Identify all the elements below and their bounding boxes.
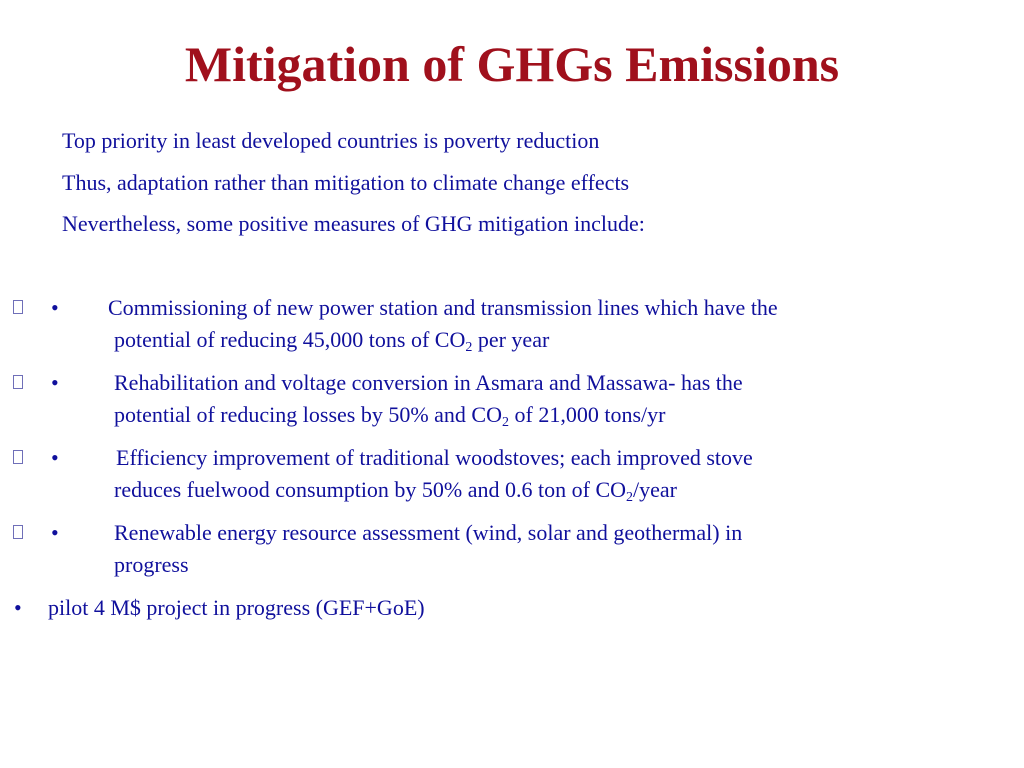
bullet-line-1: Rehabilitation and voltage conversion in Asmara and Massawa- has the [114,370,743,395]
bullet-line-2 [114,324,980,356]
bullet-line-1: Renewable energy resource assessment (wind, solar and geothermal) in [114,520,743,545]
intro-line-3: Nevertheless, some positive measures of GHG mitigation include: [62,211,645,236]
bullet-text [116,442,980,474]
bullet-text [114,367,980,399]
subscript: 2 [502,415,509,430]
intro-line-2: Thus, adaptation rather than mitigation to climate change effects [62,170,630,195]
bullet-dot: • [51,445,59,470]
bullet-dot: • [51,370,59,395]
subscript: 2 [465,340,473,355]
bullet-text [114,517,980,549]
bullet-line-2-tail: /year [633,477,677,502]
bullet-line-2 [114,549,980,581]
missing-glyph-box-icon [13,300,23,314]
bullet-dot: • [51,520,59,545]
bullet-line-1: Efficiency improvement of traditional woodstoves; each improved stove [116,445,753,470]
bullet-line-2-text: potential of reducing losses by 50% and CO [114,402,502,427]
bullet-line-2 [114,399,980,431]
bullet-line-2-text: reduces fuelwood consumption by 50% and 0.6 ton of CO [114,477,627,502]
bullet-line-2-text: potential of reducing 45,000 tons of CO [114,327,466,352]
bullet-text [108,292,980,324]
bullet-line-2-tail: per year [472,327,550,352]
bullet-line-2-tail: of 21,000 tons/yr [509,402,666,427]
bullet-dot: • [51,295,59,320]
bullet-line-1: Commissioning of new power station and transmission lines which have the [108,295,778,320]
plain-bullet-text: pilot 4 M$ project in progress (GEF+GoE) [48,595,425,620]
missing-glyph-box-icon [13,450,23,464]
slide-title: Mitigation of GHGs Emissions [184,36,840,92]
intro-line-1: Top priority in least developed countries is poverty reduction [62,128,600,153]
subscript: 2 [626,490,634,505]
bullet-line-2-text: progress [114,552,189,577]
plain-bullet-dot: • [14,595,22,620]
bullet-line-2 [114,474,980,506]
missing-glyph-box-icon [13,375,23,389]
missing-glyph-box-icon [13,525,23,539]
